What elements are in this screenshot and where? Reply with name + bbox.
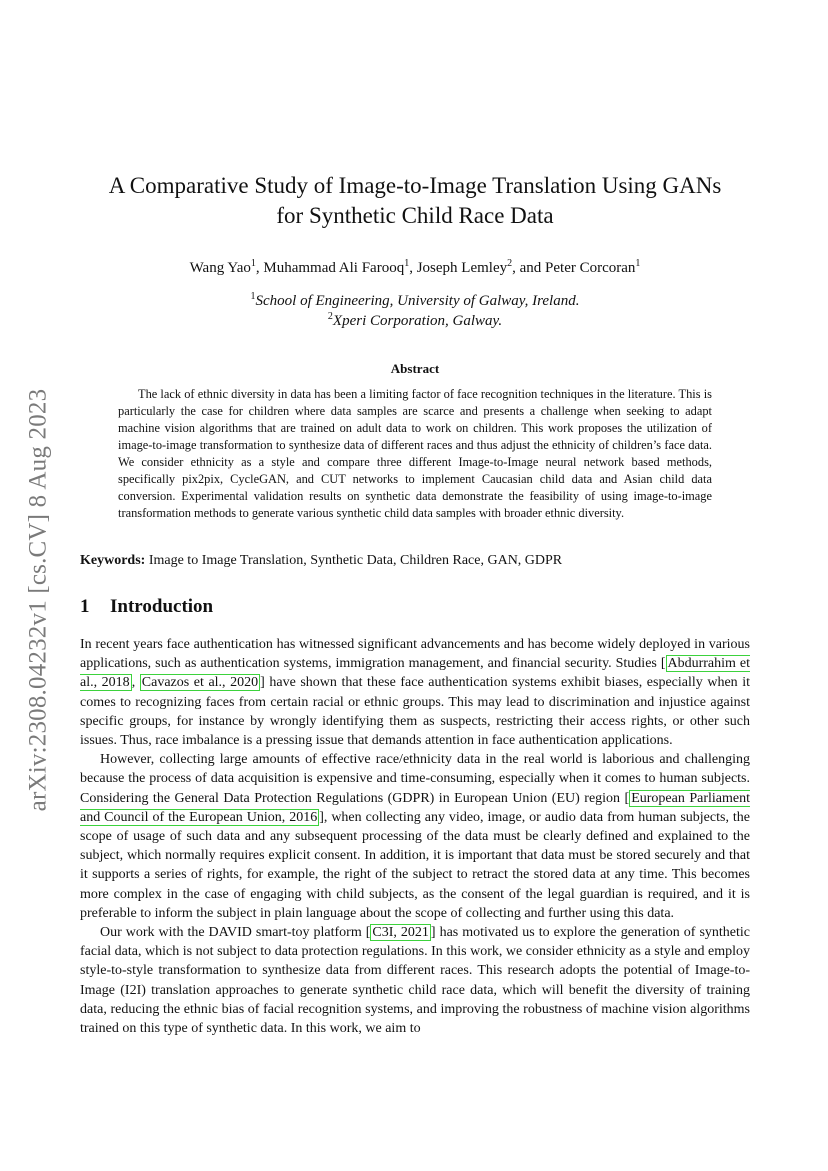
author-name: Muhammad Ali Farooq (263, 260, 405, 276)
paragraph-text: ] have shown that these face authentication systems exhibit biases, especially when it comes to recognizing faces from certain racial or ethnic groups. This may lead to discrimination and injustice against specific groups, for instance by wrongly identifying them as suspects, restricting their access rights, or other such issues. Thus, race imbalance is a pressing issue that demands attention in face authentication applications. (80, 675, 751, 749)
citation-link[interactable]: C3I, 2021 (372, 925, 429, 941)
paragraph (80, 750, 750, 923)
paragraph (80, 635, 750, 750)
section-heading-introduction (80, 596, 213, 618)
affiliation-2 (80, 311, 750, 331)
author-affiliation-mark: 1 (635, 258, 641, 269)
section-title: Introduction (110, 596, 214, 617)
arxiv-identifier (18, 365, 58, 835)
affiliation-number: 1 (250, 291, 256, 302)
author-separator: , (255, 260, 264, 276)
paper-title (80, 171, 750, 231)
affiliation-number: 2 (327, 311, 333, 322)
author-affiliation-mark: 1 (404, 258, 410, 269)
affiliation-text: Xperi Corporation, Galway. (332, 313, 503, 329)
paragraph-text: In recent years face authentication has witnessed significant advancements and has become widely deployed in various applications, such as authentication systems, immigration management, and financial security. Studies [ (80, 637, 750, 672)
paragraph-text: ], when collecting any video, image, or audio data from human subjects, the scope of usage of such data and any subsequent processing of the data must be clearly defined and explained to the subject, which normally requires explicit consent. In addition, it is important that data must be stored securely and that it supports a series of rights, for example, the right of the subject to retract the stored data at any time. This becomes more complex in the case of engaging with child subjects, as the consent of the legal guardian is required, and it is preferable to inform the subject in plain language about the scope of collecting and further using this data. (80, 809, 751, 921)
abstract-text: The lack of ethnic diversity in data has been a limiting factor of face recognition techniques in the literature. This is particularly the case for children where data samples are scarce and presents a challenge when seeking to adapt machine vision algorithms that are trained on adult data to work on children. This work proposes the utilization of image-to-image transformation to synthesize data of different races and thus adjust the ethnicity of children’s face data. We consider ethnicity as a style and compare three different Image-to-Image neural network based methods, specifically pix2pix, CycleGAN, and CUT networks to implement Caucasian child data and Asian child data conversion. Experimental validation results on synthetic data demonstrate the feasibility of using image-to-image transformation methods to generate various synthetic child data samples with broader ethnic diversity. (118, 387, 712, 520)
abstract-heading: Abstract (390, 361, 440, 376)
citation-link[interactable]: European Parliament and Council of the European Union, 2016 (80, 790, 750, 825)
citation-link[interactable]: Abdurrahim et al., 2018 (80, 656, 750, 691)
title-line-2: for Synthetic Child Race Data (276, 203, 554, 228)
author-name: Peter Corcoran (545, 260, 636, 276)
keywords-text: Image to Image Translation, Synthetic Data, Children Race, GAN, GDPR (148, 553, 563, 568)
keywords (80, 551, 750, 570)
author-name: Wang Yao (189, 260, 251, 276)
author-name: Joseph Lemley (416, 260, 508, 276)
author-affiliation-mark: 1 (250, 258, 256, 269)
paragraph-text: Our work with the DAVID smart-toy platform [ (100, 925, 371, 941)
affiliation-text: School of Engineering, University of Galway, Ireland. (255, 293, 580, 309)
title-line-1: A Comparative Study of Image-to-Image Translation Using GANs (108, 173, 722, 198)
citation-link[interactable]: Cavazos et al., 2020 (141, 675, 259, 691)
paragraph-text: , (131, 675, 140, 691)
paragraph (80, 923, 750, 1038)
author-separator: , (409, 260, 417, 276)
affiliation-list (80, 291, 750, 331)
keywords-label: Keywords: (80, 553, 146, 568)
author-affiliation-mark: 2 (507, 258, 513, 269)
paragraph-text: ] has motivated us to explore the generation of synthetic facial data, which is not subject to data protection regulations. In this work, we consider ethnicity as a style and employ style-to-style transformation to synthesize data from different races. This research adopts the potential of Image-to-Image (I2I) translation approaches to generate synthetic child race data, which will benefit the diversity of training data, reducing the ethnic bias of facial recognition systems, and improving the robustness of machine vision algorithms trained on this type of synthetic data. In this work, we aim to (80, 925, 750, 1037)
arxiv-identifier-text: arXiv:2308.04232v1 [cs.CV] 8 Aug 2023 (24, 388, 51, 812)
author-list (80, 258, 750, 278)
section-number: 1 (80, 596, 90, 617)
paragraph-text: However, collecting large amounts of effective race/ethnicity data in the real world is laborious and challenging because the process of data acquisition is expensive and time-consuming, especially when it comes to human subjects. Considering the General Data Protection Regulations (GDPR) in European Union (EU) region [ (80, 752, 750, 806)
author-separator: , and (512, 260, 546, 276)
introduction-body (80, 635, 750, 1038)
affiliation-1 (80, 291, 750, 311)
abstract (118, 386, 712, 522)
